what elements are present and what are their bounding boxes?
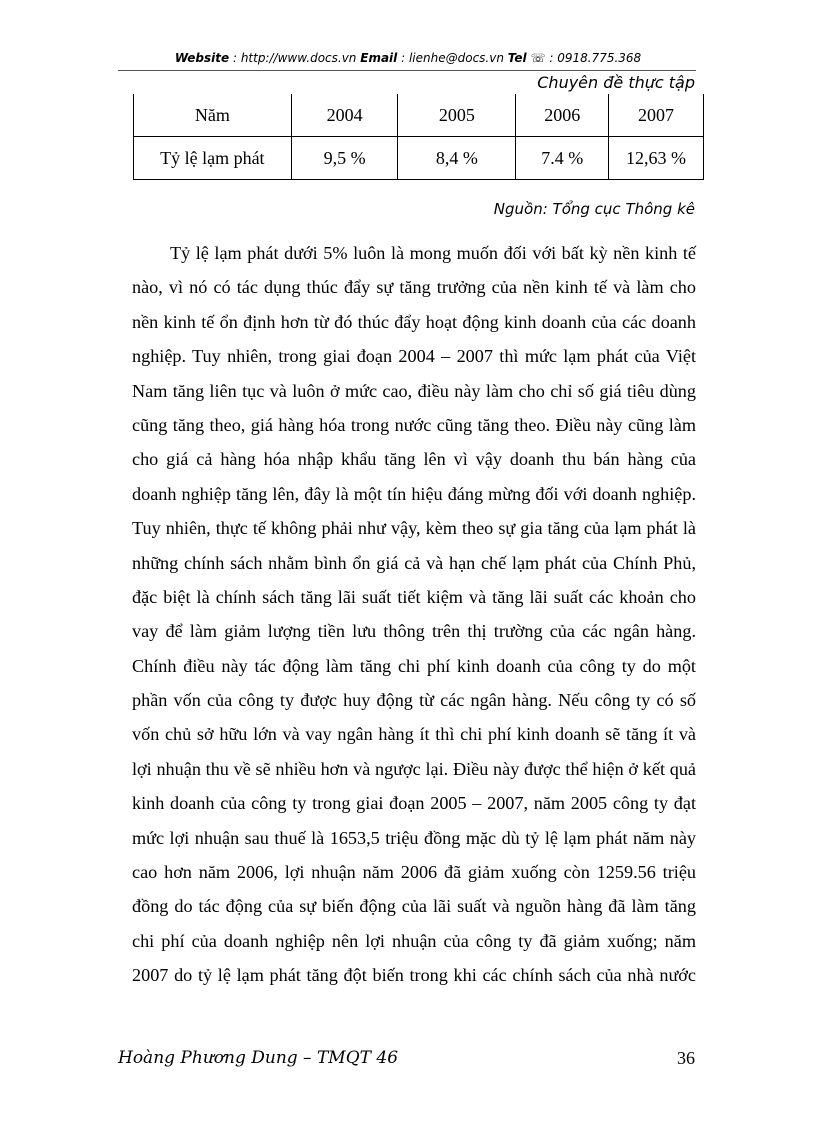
paragraph-line: lợi nhuận thu về sẽ nhiều hơn và ngược lại. Điều này được thể hiện ở kết quả: [132, 758, 696, 779]
footer-author: Hoàng Phương Dung – TMQT 46: [118, 1048, 399, 1068]
paragraph-line: cũng tăng theo, giá hàng hóa trong nước cũng tăng theo. Điều này cũng làm: [132, 414, 696, 435]
table-cell: 2005: [398, 94, 516, 137]
paragraph-line: Nam tăng liên tục và luôn ở mức cao, điều này làm cho chỉ số giá tiêu dùng: [132, 380, 696, 401]
paragraph-line: vốn chủ sở hữu lớn và vay ngân hàng ít thì chi phí kinh doanh sẽ tăng ít và: [132, 724, 696, 745]
paragraph-line: đồng do tác động của sự biến động của lãi suất và nguồn hàng đã làm tăng: [132, 896, 696, 917]
body-paragraph: [132, 236, 696, 993]
website-label: Website: [174, 51, 230, 65]
tel-label: Tel: [507, 51, 527, 65]
paragraph-line: vay để làm giảm lượng tiền lưu thông trên thị trường của các ngân hàng.: [132, 621, 696, 642]
paragraph-line: cho giá cả hàng hóa nhập khẩu tăng lên vì vậy doanh thu bán hàng của: [132, 449, 696, 470]
paragraph-line: doanh nghiệp tăng lên, đây là một tín hiệu đáng mừng đối với doanh nghiệp.: [132, 483, 696, 504]
paragraph-line: Chính điều này tác động làm tăng chi phí kinh doanh của công ty do một: [132, 655, 696, 676]
tel-value: : 0918.775.368: [549, 51, 642, 65]
paragraph-line: mức lợi nhuận sau thuế là 1653,5 triệu đồng mặc dù tỷ lệ lạm phát năm này: [132, 827, 696, 848]
paragraph-line: đặc biệt là chính sách tăng lãi suất tiết kiệm và tăng lãi suất các khoản cho: [132, 586, 696, 607]
header-divider: [118, 70, 696, 71]
table-cell: 2007: [609, 94, 704, 137]
telephone-icon: ☏: [530, 51, 546, 65]
paragraph-line: 2007 do tỷ lệ lạm phát tăng đột biến trong khi các chính sách của nhà nước: [132, 965, 696, 986]
table-cell: 7.4 %: [516, 137, 609, 180]
paragraph-line: nghiệp. Tuy nhiên, trong giai đoạn 2004 – 2007 thì mức lạm phát của Việt: [132, 346, 696, 367]
paragraph-line: Tỷ lệ lạm phát dưới 5% luôn là mong muốn đối với bất kỳ nền kinh tế: [170, 243, 696, 263]
page-number: 36: [677, 1048, 695, 1068]
page-header: [0, 51, 816, 65]
table-cell: 12,63 %: [609, 137, 704, 180]
table-cell: Tỷ lệ lạm phát: [134, 137, 292, 180]
paragraph-line: cao hơn năm 2006, lợi nhuận năm 2006 đã giảm xuống còn 1259.56 triệu: [132, 862, 696, 883]
table-row: [134, 137, 704, 180]
paragraph-line: nào, vì nó có tác dụng thúc đẩy sự tăng trưởng của nền kinh tế và làm cho: [132, 277, 696, 298]
email-label: Email: [360, 51, 398, 65]
paragraph-line: những chính sách nhằm bình ổn giá cả và hạn chế lạm phát của Chính Phủ,: [132, 552, 696, 573]
table-cell: 2006: [516, 94, 609, 137]
paragraph-line: Tuy nhiên, thực tế không phải như vậy, kèm theo sự gia tăng của lạm phát là: [132, 518, 696, 539]
table-source: Nguồn: Tổng cục Thông kê: [493, 200, 695, 218]
document-subject: Chuyên đề thực tập: [537, 73, 695, 92]
table-header-row: [134, 94, 704, 137]
paragraph-line: nền kinh tế ổn định hơn từ đó thúc đẩy hoạt động kinh doanh của các doanh: [132, 311, 696, 332]
website-value[interactable]: : http://www.docs.vn: [232, 51, 357, 65]
paragraph-line: chi phí của doanh nghiệp nên lợi nhuận của công ty đã giảm xuống; năm: [132, 930, 696, 951]
email-value[interactable]: : lienhe@docs.vn: [401, 51, 504, 65]
table-cell: Năm: [134, 94, 292, 137]
inflation-table: [133, 94, 704, 180]
table-cell: 9,5 %: [291, 137, 398, 180]
paragraph-line: kinh doanh của công ty trong giai đoạn 2005 – 2007, năm 2005 công ty đạt: [132, 793, 696, 814]
table-cell: 8,4 %: [398, 137, 516, 180]
table-cell: 2004: [291, 94, 398, 137]
paragraph-line: phần vốn của công ty được huy động từ các ngân hàng. Nếu công ty có số: [132, 690, 696, 711]
